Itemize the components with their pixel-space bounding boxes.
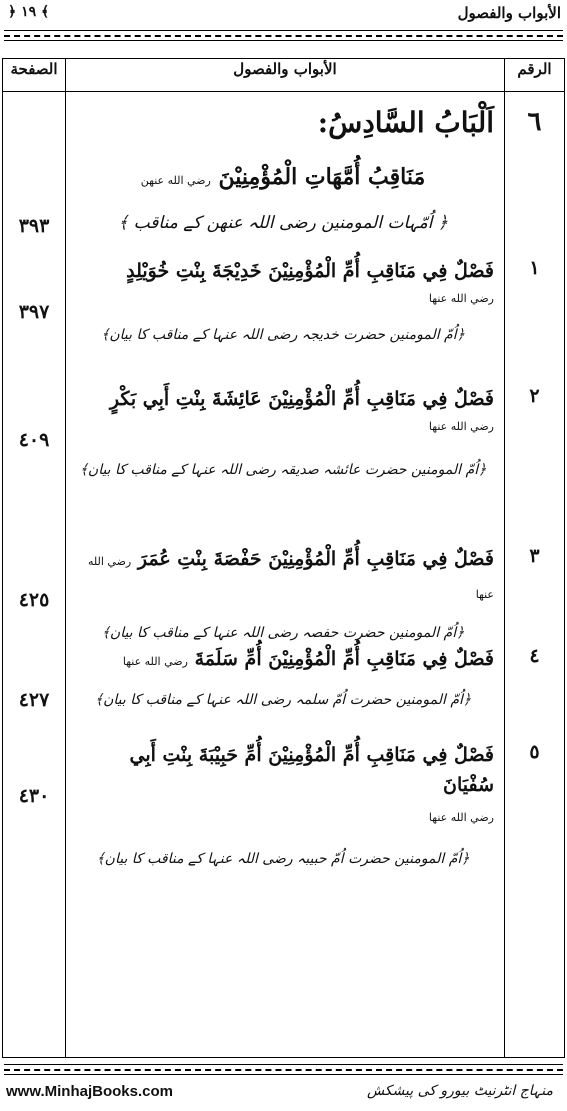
list-item <box>72 384 494 544</box>
list-item <box>72 544 494 644</box>
entry-urdu: ﴿اُمّ المومنین حضرت اُمّ سلمہ رضی اللہ عنہا کے مناقب کا بیان﴾ <box>94 692 472 708</box>
entry-title: فَصْلٌ فِي مَنَاقِبِ أُمِّ الْمُؤْمِنِيْنَ أُمِّ سَلَمَةَ رضي الله عنها <box>122 648 494 670</box>
entry-title: فَصْلٌ فِي مَنَاقِبِ أُمِّ الْمُؤْمِنِيْنَ حَفْصَةَ بِنْتِ عُمَرَ رضي الله عنها <box>87 548 494 601</box>
website-link[interactable]: www.MinhajBooks.com <box>6 1083 173 1100</box>
entry-honorific: رضي الله عنها <box>428 292 494 305</box>
entry-page: ٣٩٧ <box>18 301 50 323</box>
section-urdu-title: ﴿ اُمّہات المومنین رضی اللہ عنھن کے مناقب ﴾ <box>118 213 448 233</box>
page-footer <box>0 1078 567 1108</box>
number-column <box>505 92 565 1058</box>
entry-honorific: رضي الله عنها <box>428 811 494 824</box>
entry-number: ٣ <box>529 545 540 567</box>
header-rule-top <box>4 30 563 31</box>
entry-title: فَصْلٌ فِي مَنَاقِبِ أُمِّ الْمُؤْمِنِيْنَ خَدِيْجَةَ بِنْتِ خُوَيْلِدٍ <box>126 260 494 282</box>
section-honorific: رضي الله عنهن <box>140 174 211 187</box>
list-item <box>72 740 494 890</box>
entry-honorific: رضي الله عنها <box>428 420 494 433</box>
chapter-title: اَلْبَابُ السَّادِسُ: <box>317 106 494 139</box>
entry-number: ٤ <box>529 645 540 667</box>
entry-page: ٤٣٠ <box>18 785 50 807</box>
section-title: مَنَاقِبُ أُمَّهَاتِ الْمُؤْمِنِيْنَ رضي الله عنهن <box>140 164 426 190</box>
col-header-title: الأبواب والفصول <box>66 59 505 92</box>
entry-urdu: ﴿اُمّ المومنین حضرت عائشہ صدیقہ رضی اللہ عنہا کے مناقب کا بیان﴾ <box>79 462 487 478</box>
entry-title: فَصْلٌ فِي مَنَاقِبِ أُمِّ الْمُؤْمِنِيْنَ عَائِشَةَ بِنْتِ أَبِي بَكْرٍ <box>109 388 494 410</box>
entry-page: ٤٠٩ <box>18 429 50 451</box>
page-number: ﴿ ١٩ ﴾ <box>8 4 50 20</box>
chapter-number: ٦ <box>527 107 542 137</box>
entry-title: فَصْلٌ فِي مَنَاقِبِ أُمِّ الْمُؤْمِنِيْنَ أُمِّ حَبِيْبَةَ بِنْتِ أَبِي سُفْيَانَ <box>129 744 494 796</box>
publisher-credit: منہاج انٹرنیٹ بیورو کی پیشکش <box>366 1083 553 1099</box>
entry-honorific: رضي الله عنها <box>87 555 494 601</box>
page-column <box>3 92 66 1058</box>
table-header-row <box>3 59 565 92</box>
table-body-row <box>3 92 565 1058</box>
col-header-page: الصفحة <box>3 59 66 92</box>
header-rule-bottom <box>4 40 563 41</box>
footer-rule-dashed <box>4 1069 563 1071</box>
page-header <box>0 0 567 30</box>
footer-rule-bottom <box>4 1074 563 1075</box>
header-rule-dashed <box>4 35 563 37</box>
entry-urdu: ﴿اُمّ المومنین حضرت حفصہ رضی اللہ عنہا کے مناقب کا بیان﴾ <box>101 625 465 641</box>
entry-page: ٤٢٧ <box>18 689 50 711</box>
list-item <box>72 644 494 740</box>
section-page: ٣٩٣ <box>18 215 50 237</box>
entry-urdu: ﴿اُمّ المومنین حضرت خدیجہ رضی اللہ عنہا کے مناقب کا بیان﴾ <box>101 327 465 343</box>
col-header-number: الرقم <box>505 59 565 92</box>
entry-number: ٢ <box>529 385 540 407</box>
entry-number: ١ <box>529 257 540 279</box>
list-item <box>72 256 494 384</box>
running-title: الأبواب والفصول <box>457 4 561 22</box>
footer-rule-top <box>4 1064 563 1065</box>
entry-honorific: رضي الله عنها <box>122 655 188 668</box>
title-column <box>66 92 505 1058</box>
entry-number: ٥ <box>529 741 540 763</box>
entry-page: ٤٢٥ <box>18 589 50 611</box>
entry-urdu: ﴿اُمّ المومنین حضرت اُمّ حبیبہ رضی اللہ عنہا کے مناقب کا بیان﴾ <box>96 851 470 867</box>
contents-table <box>2 58 565 1058</box>
